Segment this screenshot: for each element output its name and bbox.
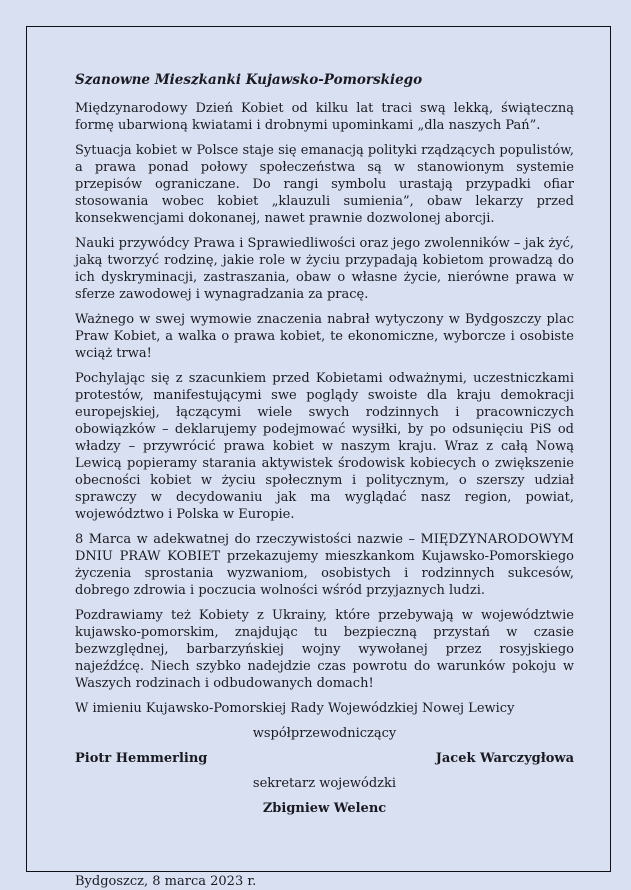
- paragraph-women-of-ukraine: Pozdrawiamy też Kobiety z Ukrainy, które przebywają w województwie kujawsko-pomorskim, znajdując tu bezpieczną przystań w czasie bezwzględnej, barbarzyńskiej wojny wywołanej przez rosyjskiego najeźdźcę. Niech szybko nadejdzie czas powrotu do warunków pokoju w Waszych rodzinach i odbudowanych domach!: [75, 608, 574, 691]
- secretary-signature: Zbigniew Welenc: [262, 801, 387, 816]
- closing-line: W imieniu Kujawsko-Pomorskiej Rady Wojewódzkiej Nowej Lewicy: [75, 701, 515, 716]
- salutation: Szanowne Mieszkanki Kujawsko-Pomorskiego: [75, 72, 423, 88]
- letter-page: [26, 26, 611, 889]
- paragraph-situation-of-women: Sytuacja kobiet w Polsce staje się emanacją polityki rządzących populistów, a prawa ponad połowy społeczeństwa są w stanowionym systemie przepisów ograniczane. Do rangi symbolu urastają przypadki ofiar stosowania wobec kobiet „klauzuli sumienia”, obaw lekarzy przed konsekwencjami dokonanej, nawet prawnie dozwolonej aborcji.: [75, 143, 574, 226]
- cochair-signatures-row: [75, 750, 574, 767]
- cochair-role-label: współprzewodniczący: [252, 726, 397, 741]
- paragraph-march-8-wishes: 8 Marca w adekwatnej do rzeczywistości nazwie – MIĘDZYNARODOWYM DNIU PRAW KOBIET przekazujemy mieszkankom Kujawsko-Pomorskiego życzenia sprostania wyzwaniom, osobistych i rodzinnych sukcesów, dobrego zdrowia i poczucia wolności wśród przyjaznych ludzi.: [75, 532, 574, 598]
- paragraph-tribute-to-women: Pochylając się z szacunkiem przed Kobietami odważnymi, uczestniczkami protestów, manifestującymi swe poglądy swoiste dla kraju demokracji europejskiej, łączącymi wiele swych rodzinnych i pracowniczych obowiązków – deklarujemy podejmować wysiłki, by po odsunięciu PiS od władzy – przywrócić prawa kobiet w naszym kraju. Wraz z całą Nową Lewicą popieramy starania aktywistek środowisk kobiecych o zwiększenie obecności kobiet w życiu społecznym i politycznym, o szerszy udział sprawczy w decydowaniu jak ma wyglądać nasz region, powiat, województwo i Polska w Europie.: [75, 371, 574, 522]
- cochair-left-signature: Piotr Hemmerling: [75, 751, 208, 766]
- secretary-role-label: sekretarz wojewódzki: [252, 776, 397, 791]
- paragraph-international-womens-day: Międzynarodowy Dzień Kobiet od kilku lat traci swą lekką, świąteczną formę ubarwioną kwiatami i drobnymi upominkami „dla naszych Pań”.: [75, 101, 574, 133]
- paragraph-womens-rights-square: Ważnego w swej wymowie znaczenia nabrał wytyczony w Bydgoszczy plac Praw Kobiet, a walka o prawa kobiet, te ekonomiczne, wyborcze i osobiste wciąż trwa!: [75, 312, 574, 361]
- paragraph-pis-teachings: Nauki przywódcy Prawa i Sprawiedliwości oraz jego zwolenników – jak żyć, jaką tworzyć rodzinę, jakie role w życiu przypadają kobietom prowadzą do ich dyskryminacji, zastraszania, obaw o własne życie, nierówne prawa w sferze zawodowej i wynagradzania za pracę.: [75, 236, 574, 302]
- dateline: Bydgoszcz, 8 marca 2023 r.: [75, 874, 257, 889]
- cochair-right-signature: Jacek Warczygłowa: [435, 751, 574, 766]
